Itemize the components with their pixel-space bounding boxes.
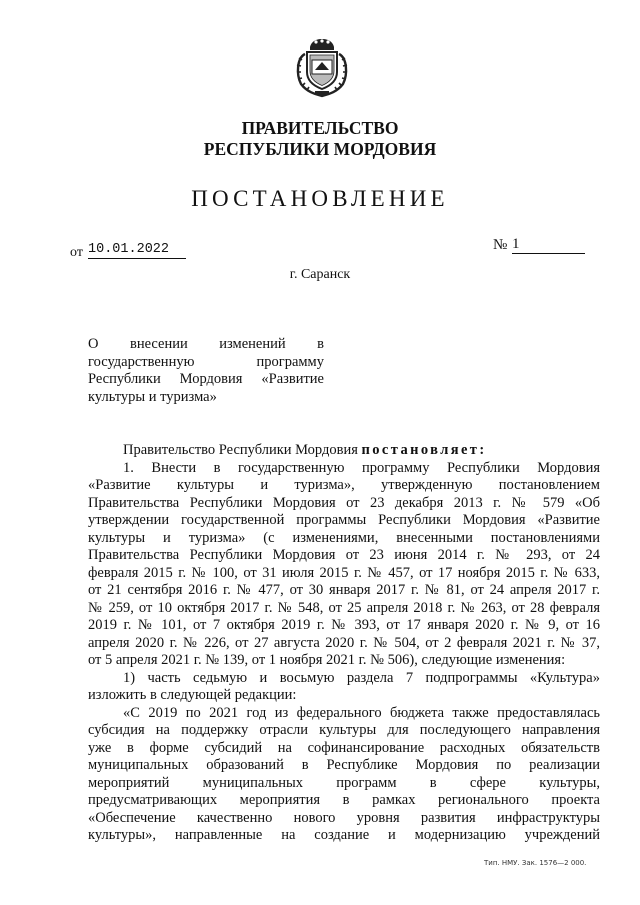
- body-line: от 21 сентября 2016 г. № 477, от 30 января 2017 г. № 81, от 24 апреля 2017 г.: [88, 582, 600, 598]
- org-name-line2: РЕСПУБЛИКИ МОРДОВИЯ: [203, 139, 437, 159]
- intro-verb: постановляет:: [361, 442, 487, 458]
- body-line: «Обеспечение качественно нового уровня развития инфраструктуры: [88, 809, 600, 826]
- subject-line: культуры и туризма»: [88, 388, 217, 405]
- subject-line: государственную программу: [88, 353, 324, 370]
- body-line: № 259, от 10 октября 2017 г. № 548, от 25 апреля 2018 г. № 263, от 28 февраля: [88, 599, 600, 616]
- document-date: 10.01.2022: [88, 241, 186, 259]
- document-subject: [88, 336, 324, 406]
- body-line: изложить в следующей редакции:: [88, 687, 297, 703]
- body-line: муниципальных образований в Республике Мордовия по реализации: [88, 757, 600, 773]
- body-line: февраля 2015 г. № 100, от 31 июля 2015 г. № 457, от 17 ноября 2015 г. № 633,: [88, 564, 600, 581]
- body-line: культуры и туризма» (с изменениями, внесенными постановлениями: [88, 529, 600, 546]
- number-label: №: [493, 237, 508, 253]
- body-line: от 5 апреля 2021 г. № 139, от 1 ноября 2021 г. № 506), следующие изменения:: [88, 652, 566, 668]
- intro-prefix: Правительство Республики Мордовия: [123, 442, 358, 458]
- subject-line: О внесении изменений в: [88, 336, 324, 352]
- body-line: культуры», направленные на создание и модернизацию учреждений: [88, 827, 600, 843]
- org-name-line1: ПРАВИТЕЛЬСТВО: [241, 118, 399, 138]
- city: г. Саранск: [289, 267, 351, 282]
- coat-of-arms-emblem: [293, 36, 351, 98]
- subject-line: Республики Мордовия «Развитие: [88, 371, 324, 387]
- body-line: 1) часть седьмую и восьмую раздела 7 подпрограммы «Культура»: [123, 669, 600, 686]
- body-line: «С 2019 по 2021 год из федерального бюджета также предоставлялась: [123, 704, 600, 721]
- body-line: предусматривающих мероприятия в рамках регионального проекта: [88, 792, 600, 808]
- print-footer: Тип. НМУ. Зак. 1576—2 000.: [484, 859, 587, 867]
- body-line: Правительства Республики Мордовия от 23 декабря 2013 г. № 579 «Об: [88, 494, 600, 511]
- body-line: «Развитие культуры и туризма», утвержденную постановлением: [88, 477, 600, 493]
- body-line: мероприятий муниципальных программ в сфере культуры,: [88, 774, 600, 791]
- body-line: 1. Внести в государственную программу Республики Мордовия: [123, 459, 600, 476]
- body-line: Правительства Республики Мордовия от 23 июня 2014 г. № 293, от 24: [88, 547, 600, 563]
- document-number: 1: [512, 235, 585, 254]
- body-line: утверждении государственной программы Республики Мордовия «Развитие: [88, 512, 600, 528]
- body-line: апреля 2020 г. № 226, от 27 августа 2020 г. № 504, от 2 февраля 2021 г. № 37,: [88, 634, 600, 651]
- document-body: [88, 442, 600, 845]
- document-type: ПОСТАНОВЛЕНИЕ: [191, 186, 449, 211]
- body-line: уже в форме субсидий на софинансирование расходных обязательств: [88, 739, 600, 756]
- body-line: субсидия на поддержку отрасли культуры для последующего направления: [88, 722, 600, 738]
- body-line: 2019 г. № 101, от 7 октября 2019 г. № 393, от 17 января 2020 г. № 9, от 16: [88, 617, 600, 633]
- date-label: от: [70, 245, 83, 260]
- intro-line: [88, 442, 600, 460]
